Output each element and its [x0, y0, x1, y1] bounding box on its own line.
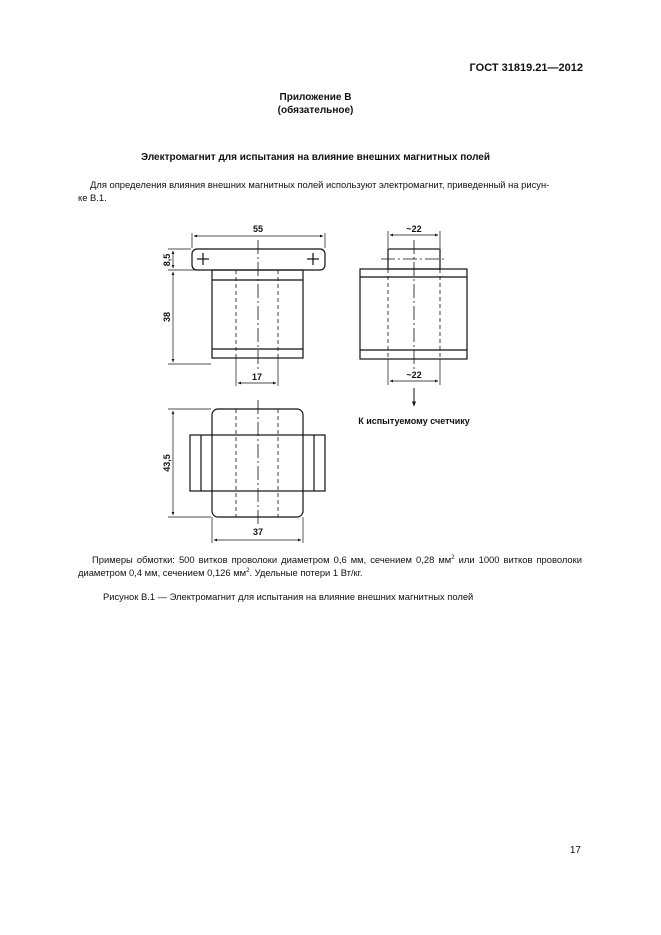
- dim-label-17: 17: [251, 372, 263, 382]
- dim-label-8-5: 8,5: [162, 253, 172, 267]
- intro-line-1: Для определения влияния внешних магнитных полей используют электромагнит, приведенный на рисун-: [90, 179, 550, 190]
- section-title: Электромагнит для испытания на влияние внешних магнитных полей: [140, 152, 491, 163]
- note-sup-2: 2: [246, 567, 250, 574]
- appendix-title: Приложение В: [279, 92, 352, 103]
- dim-label-37: 37: [252, 527, 264, 537]
- page-number: 17: [569, 845, 581, 856]
- winding-note: [78, 553, 582, 579]
- dim-label-side-top: ~22: [406, 224, 422, 234]
- standard-number: ГОСТ 31819.21—2012: [469, 62, 583, 74]
- dim-label-38: 38: [162, 311, 172, 323]
- front-top-bar: [192, 249, 325, 270]
- arrow-label: К испытуемому счетчику: [358, 416, 470, 426]
- figure-caption: Рисунок В.1 — Электромагнит для испытания на влияние внешних магнитных полей: [103, 591, 474, 602]
- note-part-2: или 1000 витков проволоки диаметром 0,4 мм, сечением 0,126 мм: [78, 554, 582, 578]
- dim-label-43-5: 43,5: [162, 454, 172, 472]
- note-sup-1: 2: [451, 554, 455, 561]
- dim-label-55: 55: [252, 224, 264, 234]
- dim-label-side-bottom: ~22: [406, 370, 422, 380]
- side-body: [360, 269, 467, 359]
- front-body: [212, 270, 303, 358]
- intro-line-2: ке В.1.: [78, 192, 107, 203]
- plan-core: [190, 435, 325, 491]
- plan-top-bar: [212, 409, 303, 517]
- appendix-status: (обязательное): [277, 105, 354, 116]
- note-part-1: Примеры обмотки: 500 витков проволоки диаметром 0,6 мм, сечением 0,28 мм: [92, 554, 452, 565]
- note-part-3: . Удельные потери 1 Вт/кг.: [249, 567, 363, 578]
